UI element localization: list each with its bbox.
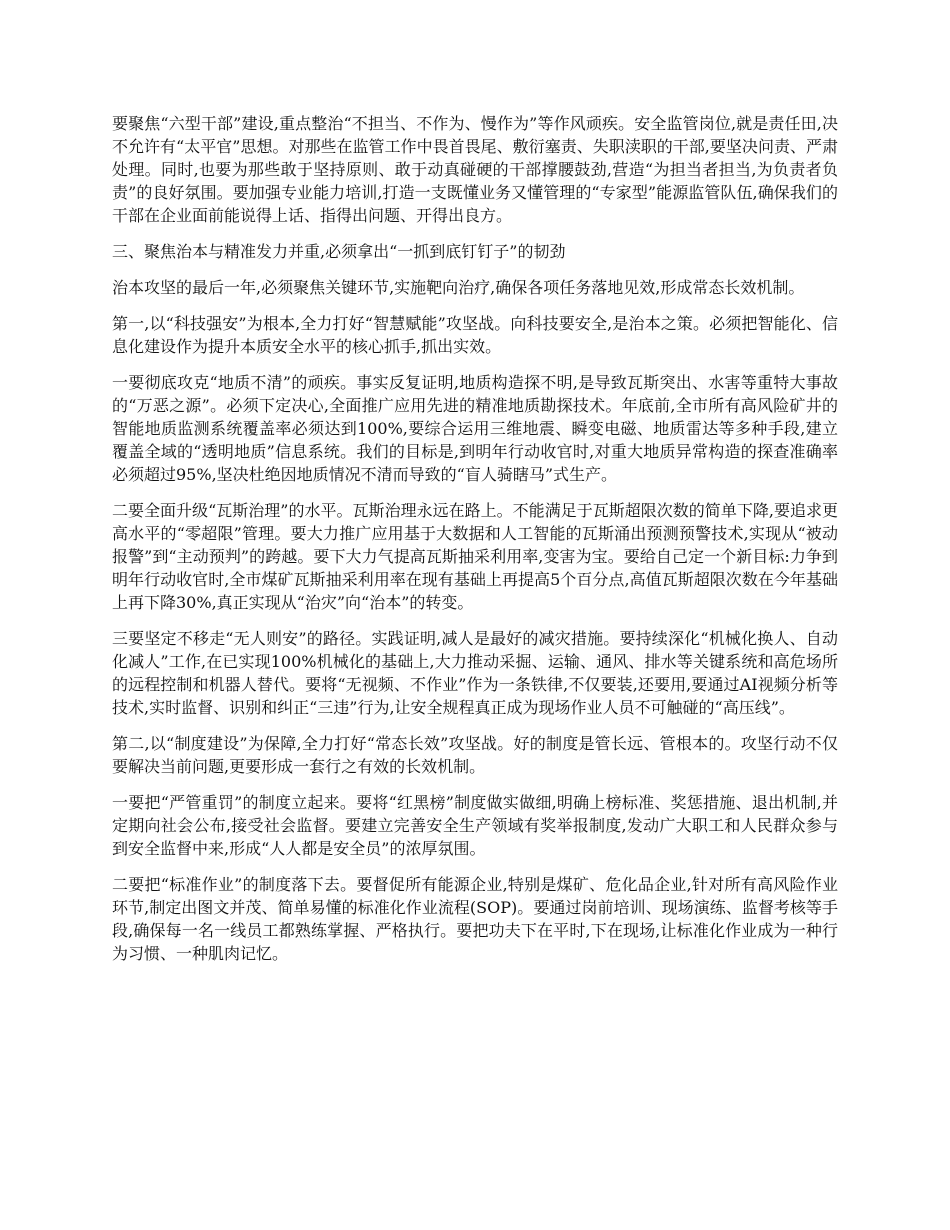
- paragraph-standard-operation: 二要把“标准作业”的制度落下去。要督促所有能源企业,特别是煤矿、危化品企业,针对所有高风险作业环节,制定出图文并茂、简单易懂的标准化作业流程(SOP)。要通过岗前培训、现场演练、监督考核等手段,确保每一名一线员工都熟练掌握、严格执行。要把功夫下在平时,下在现场,让标准化作业成为一种行为习惯、一种肌肉记忆。: [112, 875, 838, 963]
- paragraph-cadre-style: 要聚焦“六型干部”建设,重点整治“不担当、不作为、慢作为”等作风顽疾。安全监管岗位,就是责任田,决不允许有“太平官”思想。对那些在监管工作中畏首畏尾、敷衍塞责、失职渎职的干部,要坚决问责、严肃处理。同时,也要为那些敢于坚持原则、敢于动真碰硬的干部撑腰鼓劲,营造“为担当者担当,为负责者负责”的良好氛围。要加强专业能力培训,打造一支既懂业务又懂管理的“专家型”能源监管队伍,确保我们的干部在企业面前能说得上话、指得出问题、开得出良方。: [112, 114, 838, 225]
- paragraph-strict-penalty: 一要把“严管重罚”的制度立起来。要将“红黑榜”制度做实做细,明确上榜标准、奖惩措施、退出机制,并定期向社会公布,接受社会监督。要建立完善安全生产领域有奖举报制度,发动广大职工和人民群众参与到安全监督中来,形成“人人都是安全员”的浓厚氛围。: [112, 793, 838, 858]
- paragraph-geology: 一要彻底攻克“地质不清”的顽疾。事实反复证明,地质构造探不明,是导致瓦斯突出、水害等重特大事故的“万恶之源”。必须下定决心,全面推广应用先进的精准地质勘探技术。年底前,全市所有高风险矿井的智能地质监测系统覆盖率必须达到100%,要综合运用三维地震、瞬变电磁、地质雷达等多种手段,建立覆盖全域的“透明地质”信息系统。我们的目标是,到明年行动收官时,对重大地质异常构造的探查准确率必须超过95%,坚决杜绝因地质情况不清而导致的“盲人骑瞎马”式生产。: [112, 373, 838, 484]
- paragraph-unmanned: 三要坚定不移走“无人则安”的路径。实践证明,减人是最好的减灾措施。要持续深化“机械化换人、自动化减人”工作,在已实现100%机械化的基础上,大力推动采掘、运输、通风、排水等关键系统和高危场所的远程控制和机器人替代。要将“无视频、不作业”作为一条铁律,不仅要装,还要用,要通过AI视频分析等技术,实时监督、识别和纠正“三违”行为,让安全规程真正成为现场作业人员不可触碰的“高压线”。: [112, 629, 838, 717]
- paragraph-first-tech: 第一,以“科技强安”为根本,全力打好“智慧赋能”攻坚战。向科技要安全,是治本之策。必须把智能化、信息化建设作为提升本质安全水平的核心抓手,抓出实效。: [112, 314, 838, 356]
- paragraph-gas-control: 二要全面升级“瓦斯治理”的水平。瓦斯治理永远在路上。不能满足于瓦斯超限次数的简单下降,要追求更高水平的“零超限”管理。要大力推广应用基于大数据和人工智能的瓦斯涌出预测预警技术,实现从“被动报警”到“主动预判”的跨越。要下大力气提高瓦斯抽采利用率,变害为宝。要给自己定一个新目标:力争到明年行动收官时,全市煤矿瓦斯抽采利用率在现有基础上再提高5个百分点,高值瓦斯超限次数在今年基础上再下降30%,真正实现从“治灾”向“治本”的转变。: [112, 501, 838, 612]
- paragraph-final-year: 治本攻坚的最后一年,必须聚焦关键环节,实施靶向治疗,确保各项任务落地见效,形成常态长效机制。: [112, 278, 805, 297]
- paragraph-second-system: 第二,以“制度建设”为保障,全力打好“常态长效”攻坚战。好的制度是管长远、管根本的。攻坚行动不仅要解决当前问题,更要形成一套行之有效的长效机制。: [112, 734, 838, 776]
- section-heading-three: 三、聚焦治本与精准发力并重,必须拿出“一抓到底钉钉子”的韧劲: [112, 242, 566, 261]
- document-page: [112, 112, 838, 978]
